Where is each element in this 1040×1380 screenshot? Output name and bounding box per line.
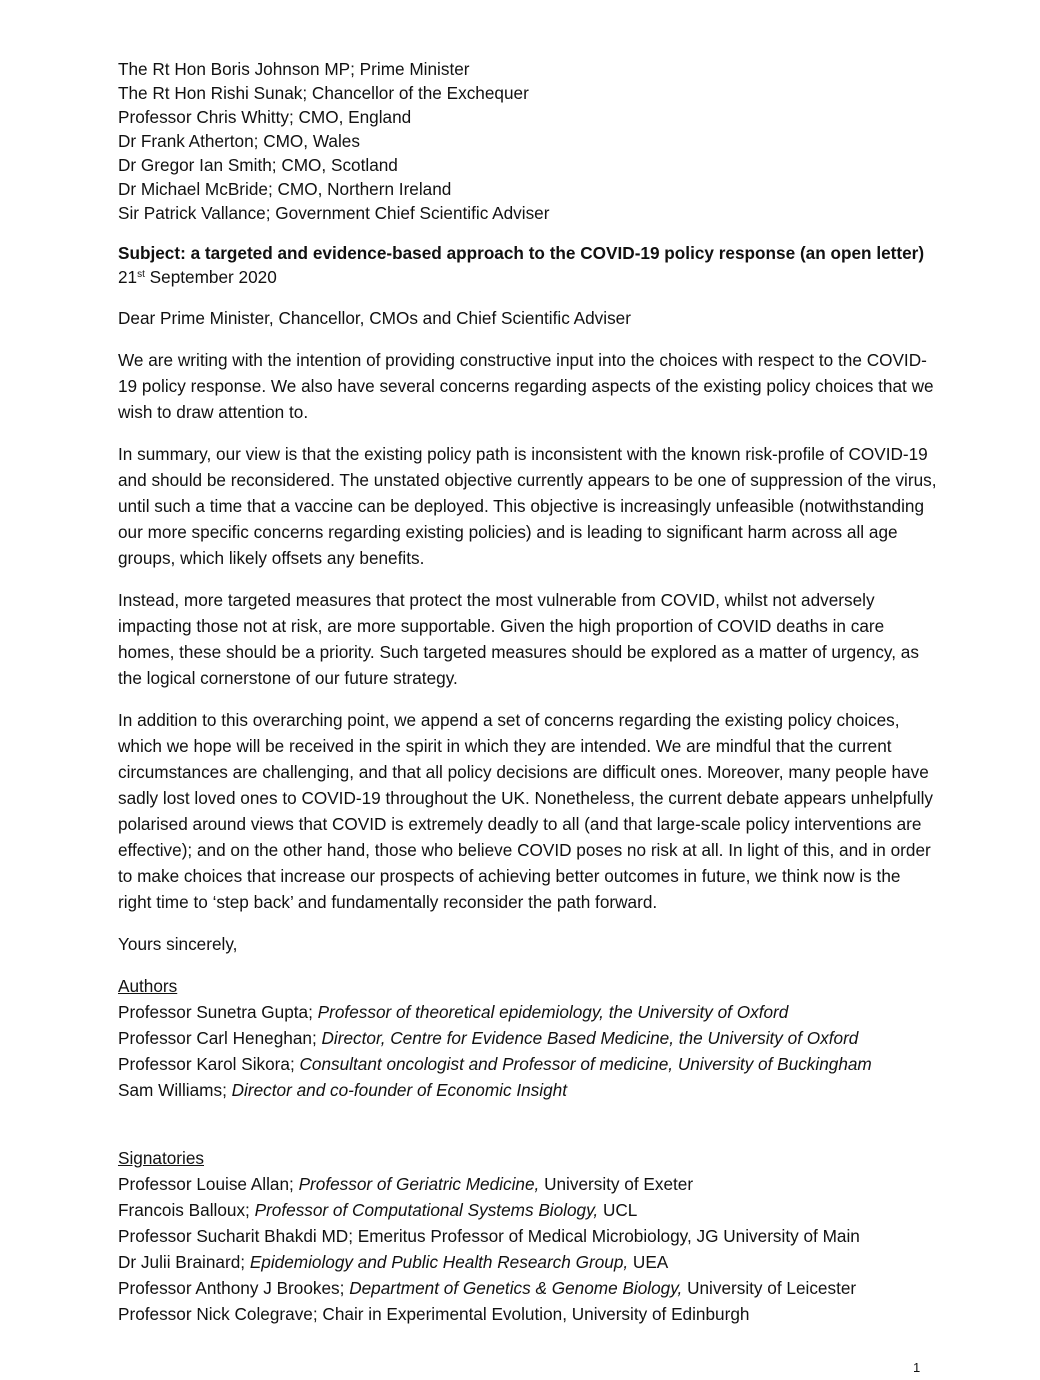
author-name: Professor Carl Heneghan; — [118, 1028, 322, 1048]
signatory-role: Department of Genetics & Genome Biology, — [349, 1278, 683, 1298]
signatory-org: University of Leicester — [682, 1278, 857, 1298]
signatory-line — [118, 1197, 938, 1223]
signatory-line — [118, 1223, 938, 1249]
signatory-line — [118, 1249, 938, 1275]
author-role: Professor of theoretical epidemiology, the University of Oxford — [317, 1002, 789, 1022]
author-line — [118, 999, 938, 1025]
date-day: 21 — [118, 267, 138, 287]
recipient-line: Dr Frank Atherton; CMO, Wales — [118, 131, 360, 151]
signatory-role: Professor of Geriatric Medicine, — [298, 1174, 540, 1194]
closing: Yours sincerely, — [118, 934, 238, 954]
authors-section — [118, 973, 938, 1103]
author-name: Professor Karol Sikora; — [118, 1054, 300, 1074]
signatories-section — [118, 1145, 938, 1327]
author-line — [118, 1051, 938, 1077]
author-role: Director, Centre for Evidence Based Medicine, the University of Oxford — [321, 1028, 859, 1048]
body-paragraph: In summary, our view is that the existing policy path is inconsistent with the known risk-profile of COVID-19 and should be reconsidered. The unstated objective currently appears to be one of suppression of the virus, until such a time that a vaccine can be deployed. This objective is increasingly unfeasible (notwithstanding our more specific concerns regarding existing policies) and is leading to significant harm across all age groups, which likely offsets any benefits. — [118, 444, 937, 568]
signatory-name: Professor Nick Colegrave; Chair in Experimental Evolution, University of Edinburgh — [118, 1304, 750, 1324]
signatory-org: UCL — [598, 1200, 638, 1220]
authors-heading: Authors — [118, 976, 178, 996]
recipient-line: Dr Michael McBride; CMO, Northern Ireland — [118, 179, 452, 199]
salutation: Dear Prime Minister, Chancellor, CMOs and Chief Scientific Adviser — [118, 308, 631, 328]
body-paragraph: Instead, more targeted measures that protect the most vulnerable from COVID, whilst not adversely impacting those not at risk, are more supportable. Given the high proportion of COVID deaths in care homes, these should be a priority. Such targeted measures should be explored as a matter of urgency, as the logical cornerstone of our future strategy. — [118, 590, 919, 688]
body-paragraph: We are writing with the intention of providing constructive input into the choices with respect to the COVID-19 policy response. We also have several concerns regarding aspects of the existing policy choices that we wish to draw attention to. — [118, 350, 934, 422]
subject-line: Subject: a targeted and evidence-based approach to the COVID-19 policy response (an open letter) — [118, 243, 925, 263]
signatory-name: Professor Louise Allan; — [118, 1174, 299, 1194]
letter-page — [118, 57, 938, 1327]
signatories-heading: Signatories — [118, 1148, 204, 1168]
signatory-name: Dr Julii Brainard; — [118, 1252, 250, 1272]
date-rest: September 2020 — [144, 267, 277, 287]
recipient-line: Dr Gregor Ian Smith; CMO, Scotland — [118, 155, 398, 175]
author-name: Sam Williams; — [118, 1080, 232, 1100]
letter-date — [118, 265, 938, 289]
signatory-org: University of Exeter — [539, 1174, 694, 1194]
recipient-line: Sir Patrick Vallance; Government Chief Scientific Adviser — [118, 203, 550, 223]
signatory-line — [118, 1171, 938, 1197]
date-suffix: st — [137, 269, 145, 280]
recipient-line: The Rt Hon Boris Johnson MP; Prime Minister — [118, 59, 470, 79]
author-role: Consultant oncologist and Professor of medicine, University of Buckingham — [299, 1054, 872, 1074]
signatory-name: Professor Sucharit Bhakdi MD; Emeritus Professor of Medical Microbiology, JG University of Main — [118, 1226, 860, 1246]
subject-block — [118, 241, 938, 289]
author-line — [118, 1077, 938, 1103]
signatory-org: UEA — [628, 1252, 669, 1272]
author-line — [118, 1025, 938, 1051]
recipient-line: The Rt Hon Rishi Sunak; Chancellor of the Exchequer — [118, 83, 529, 103]
recipient-line: Professor Chris Whitty; CMO, England — [118, 107, 412, 127]
page-number: 1 — [913, 1360, 921, 1375]
signatory-role: Professor of Computational Systems Biology, — [254, 1200, 599, 1220]
author-role: Director and co-founder of Economic Insight — [231, 1080, 567, 1100]
signatory-line — [118, 1301, 938, 1327]
signatory-role: Epidemiology and Public Health Research Group, — [249, 1252, 629, 1272]
recipient-list — [118, 57, 938, 225]
signatory-name: Professor Anthony J Brookes; — [118, 1278, 350, 1298]
signatory-line — [118, 1275, 938, 1301]
author-name: Professor Sunetra Gupta; — [118, 1002, 318, 1022]
signatory-name: Francois Balloux; — [118, 1200, 255, 1220]
body-paragraph: In addition to this overarching point, we append a set of concerns regarding the existing policy choices, which we hope will be received in the spirit in which they are intended. We are mindful that the current circumstances are challenging, and that all policy decisions are difficult ones. Moreover, many people have sadly lost loved ones to COVID-19 throughout the UK. Nonetheless, the current debate appears unhelpfully polarised around views that COVID is extremely deadly to all (and that large-scale policy interventions are effective); and on the other hand, those who believe COVID poses no risk at all. In light of this, and in order to make choices that increase our prospects of achieving better outcomes in future, we think now is the right time to ‘step back’ and fundamentally reconsider the path forward. — [118, 710, 933, 912]
